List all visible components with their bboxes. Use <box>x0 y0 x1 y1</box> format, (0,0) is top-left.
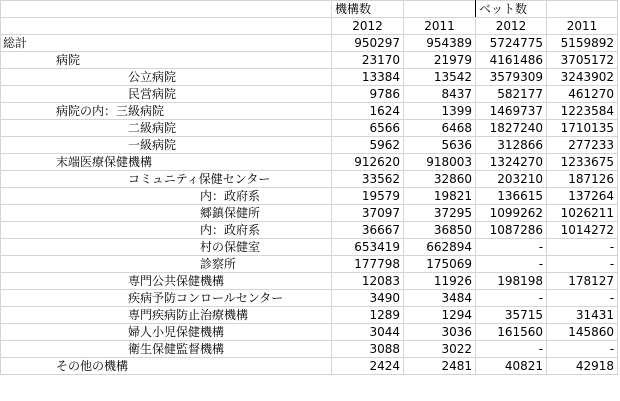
value-cell[interactable]: 19821 <box>404 188 476 205</box>
value-cell[interactable]: 145860 <box>547 324 618 341</box>
value-cell[interactable]: 13384 <box>332 69 404 86</box>
value-cell[interactable]: 1399 <box>404 103 476 120</box>
row-label: 総計 <box>3 36 28 50</box>
value-cell[interactable]: 277233 <box>547 137 618 154</box>
table-row <box>1 52 618 69</box>
table-row <box>1 137 618 154</box>
row-label-cell[interactable] <box>1 171 332 188</box>
row-label: 専門公共保健機構 <box>128 274 225 288</box>
row-label-cell[interactable] <box>1 137 332 154</box>
header-year-cell[interactable]: 2011 <box>404 18 476 35</box>
value-cell[interactable]: 950297 <box>332 35 404 52</box>
value-cell[interactable]: 5724775 <box>476 35 547 52</box>
table-row <box>1 154 618 171</box>
table-row <box>1 86 618 103</box>
value-cell[interactable]: - <box>476 239 547 256</box>
value-cell[interactable]: 23170 <box>332 52 404 69</box>
row-label-cell[interactable] <box>1 273 332 290</box>
row-label: コミュニティ保健センター <box>128 172 271 186</box>
value-cell[interactable]: 32860 <box>404 171 476 188</box>
value-cell[interactable]: 461270 <box>547 86 618 103</box>
table-row <box>1 307 618 324</box>
value-cell[interactable]: 653419 <box>332 239 404 256</box>
value-cell[interactable]: 3490 <box>332 290 404 307</box>
table-row <box>1 205 618 222</box>
value-cell[interactable]: 37295 <box>404 205 476 222</box>
row-label: 民営病院 <box>128 87 177 101</box>
value-cell[interactable]: 582177 <box>476 86 547 103</box>
value-cell[interactable]: 3022 <box>404 341 476 358</box>
value-cell[interactable]: 19579 <box>332 188 404 205</box>
value-cell[interactable]: 1026211 <box>547 205 618 222</box>
value-cell[interactable]: 1710135 <box>547 120 618 137</box>
value-cell[interactable]: - <box>476 290 547 307</box>
header-year-cell[interactable]: 2012 <box>476 18 547 35</box>
row-label-cell[interactable] <box>1 307 332 324</box>
row-label-cell[interactable] <box>1 154 332 171</box>
value-cell[interactable]: 35715 <box>476 307 547 324</box>
row-label: 衛生保健監督機構 <box>128 342 225 356</box>
value-cell[interactable]: 3036 <box>404 324 476 341</box>
row-label: 村の保健室 <box>200 240 261 254</box>
value-cell[interactable]: - <box>476 341 547 358</box>
value-cell[interactable]: 33562 <box>332 171 404 188</box>
row-label-cell[interactable] <box>1 341 332 358</box>
value-cell[interactable]: 1827240 <box>476 120 547 137</box>
value-cell[interactable]: 918003 <box>404 154 476 171</box>
value-cell[interactable]: 1223584 <box>547 103 618 120</box>
row-label: その他の機構 <box>56 359 129 373</box>
value-cell[interactable]: 2481 <box>404 358 476 375</box>
value-cell[interactable]: 1289 <box>332 307 404 324</box>
value-cell[interactable]: 1233675 <box>547 154 618 171</box>
row-label: 婦人小児保健機構 <box>128 325 225 339</box>
value-cell[interactable]: 11926 <box>404 273 476 290</box>
table-row <box>1 290 618 307</box>
table-row <box>1 256 618 273</box>
value-cell[interactable]: 4161486 <box>476 52 547 69</box>
value-cell[interactable]: 175069 <box>404 256 476 273</box>
table-row <box>1 35 618 52</box>
value-cell[interactable]: 3044 <box>332 324 404 341</box>
value-cell[interactable]: 1324270 <box>476 154 547 171</box>
value-cell[interactable]: 37097 <box>332 205 404 222</box>
value-cell[interactable]: 203210 <box>476 171 547 188</box>
table-row <box>1 188 618 205</box>
header-row-years <box>1 18 618 35</box>
row-label: 二級病院 <box>128 121 177 135</box>
value-cell[interactable]: - <box>547 239 618 256</box>
header-row-groups <box>1 1 618 18</box>
table-row <box>1 239 618 256</box>
row-label-cell[interactable] <box>1 69 332 86</box>
header-group-beds-span[interactable] <box>547 1 618 18</box>
table-row <box>1 222 618 239</box>
value-cell[interactable]: 31431 <box>547 307 618 324</box>
row-label: 内：政府系 <box>200 189 261 203</box>
row-label: 病院の内：三級病院 <box>56 104 165 118</box>
value-cell[interactable]: 40821 <box>476 358 547 375</box>
value-cell[interactable]: 3484 <box>404 290 476 307</box>
value-cell[interactable]: 137264 <box>547 188 618 205</box>
value-cell[interactable]: 912620 <box>332 154 404 171</box>
row-label-cell[interactable] <box>1 256 332 273</box>
row-label-cell[interactable] <box>1 120 332 137</box>
row-label: 郷鎮保健所 <box>200 206 261 220</box>
table-row <box>1 103 618 120</box>
value-cell[interactable]: 13542 <box>404 69 476 86</box>
value-cell[interactable]: 5636 <box>404 137 476 154</box>
value-cell[interactable]: 1624 <box>332 103 404 120</box>
value-cell[interactable]: 1014272 <box>547 222 618 239</box>
header-year-cell[interactable]: 2011 <box>547 18 618 35</box>
row-label-cell[interactable] <box>1 324 332 341</box>
value-cell[interactable]: - <box>547 290 618 307</box>
value-cell[interactable]: 161560 <box>476 324 547 341</box>
value-cell[interactable]: 21979 <box>404 52 476 69</box>
value-cell[interactable]: 1087286 <box>476 222 547 239</box>
value-cell[interactable]: 1099262 <box>476 205 547 222</box>
table-row <box>1 120 618 137</box>
row-label: 専門疾病防止治療機構 <box>128 308 249 322</box>
row-label: 診察所 <box>200 257 237 271</box>
row-label-cell[interactable] <box>1 86 332 103</box>
row-label: 公立病院 <box>128 70 177 84</box>
value-cell[interactable]: 3705172 <box>547 52 618 69</box>
value-cell[interactable]: - <box>476 256 547 273</box>
value-cell[interactable]: 36667 <box>332 222 404 239</box>
header-group-beds[interactable]: ベット数 <box>476 1 547 18</box>
value-cell[interactable]: 662894 <box>404 239 476 256</box>
table-row <box>1 273 618 290</box>
header-group-institutions[interactable]: 機構数 <box>332 1 404 18</box>
row-label: 内：政府系 <box>200 223 261 237</box>
table-row <box>1 358 618 375</box>
value-cell[interactable]: 954389 <box>404 35 476 52</box>
header-group-institutions-span[interactable] <box>404 1 476 18</box>
row-label-cell[interactable] <box>1 103 332 120</box>
row-label-cell[interactable] <box>1 239 332 256</box>
row-label-cell[interactable] <box>1 52 332 69</box>
value-cell[interactable]: 5159892 <box>547 35 618 52</box>
row-label: 病院 <box>56 53 81 67</box>
value-cell[interactable]: 9786 <box>332 86 404 103</box>
value-cell[interactable]: 12083 <box>332 273 404 290</box>
row-label: 疾病予防コンロールセンター <box>128 291 284 305</box>
value-cell[interactable]: 177798 <box>332 256 404 273</box>
value-cell[interactable]: 6468 <box>404 120 476 137</box>
value-cell[interactable]: 1294 <box>404 307 476 324</box>
table-row <box>1 171 618 188</box>
header-blank-cell[interactable] <box>1 18 332 35</box>
value-cell[interactable]: 2424 <box>332 358 404 375</box>
row-label-cell[interactable] <box>1 35 332 52</box>
row-label-cell[interactable] <box>1 205 332 222</box>
row-label: 末端医療保健機構 <box>56 155 153 169</box>
value-cell[interactable]: - <box>547 256 618 273</box>
value-cell[interactable]: 187126 <box>547 171 618 188</box>
row-label-cell[interactable] <box>1 290 332 307</box>
header-blank-cell[interactable] <box>1 1 332 18</box>
header-year-cell[interactable]: 2012 <box>332 18 404 35</box>
value-cell[interactable]: 36850 <box>404 222 476 239</box>
row-label-cell[interactable] <box>1 358 332 375</box>
value-cell[interactable]: 198198 <box>476 273 547 290</box>
row-label-cell[interactable] <box>1 222 332 239</box>
row-label-cell[interactable] <box>1 188 332 205</box>
value-cell[interactable]: 3088 <box>332 341 404 358</box>
value-cell[interactable]: 6566 <box>332 120 404 137</box>
table-row <box>1 341 618 358</box>
value-cell[interactable]: 1469737 <box>476 103 547 120</box>
value-cell[interactable]: 42918 <box>547 358 618 375</box>
value-cell[interactable]: 8437 <box>404 86 476 103</box>
value-cell[interactable]: 3243902 <box>547 69 618 86</box>
value-cell[interactable]: - <box>547 341 618 358</box>
row-label: 一級病院 <box>128 138 177 152</box>
value-cell[interactable]: 3579309 <box>476 69 547 86</box>
value-cell[interactable]: 136615 <box>476 188 547 205</box>
value-cell[interactable]: 312866 <box>476 137 547 154</box>
table-row <box>1 69 618 86</box>
value-cell[interactable]: 178127 <box>547 273 618 290</box>
value-cell[interactable]: 5962 <box>332 137 404 154</box>
table-row <box>1 324 618 341</box>
